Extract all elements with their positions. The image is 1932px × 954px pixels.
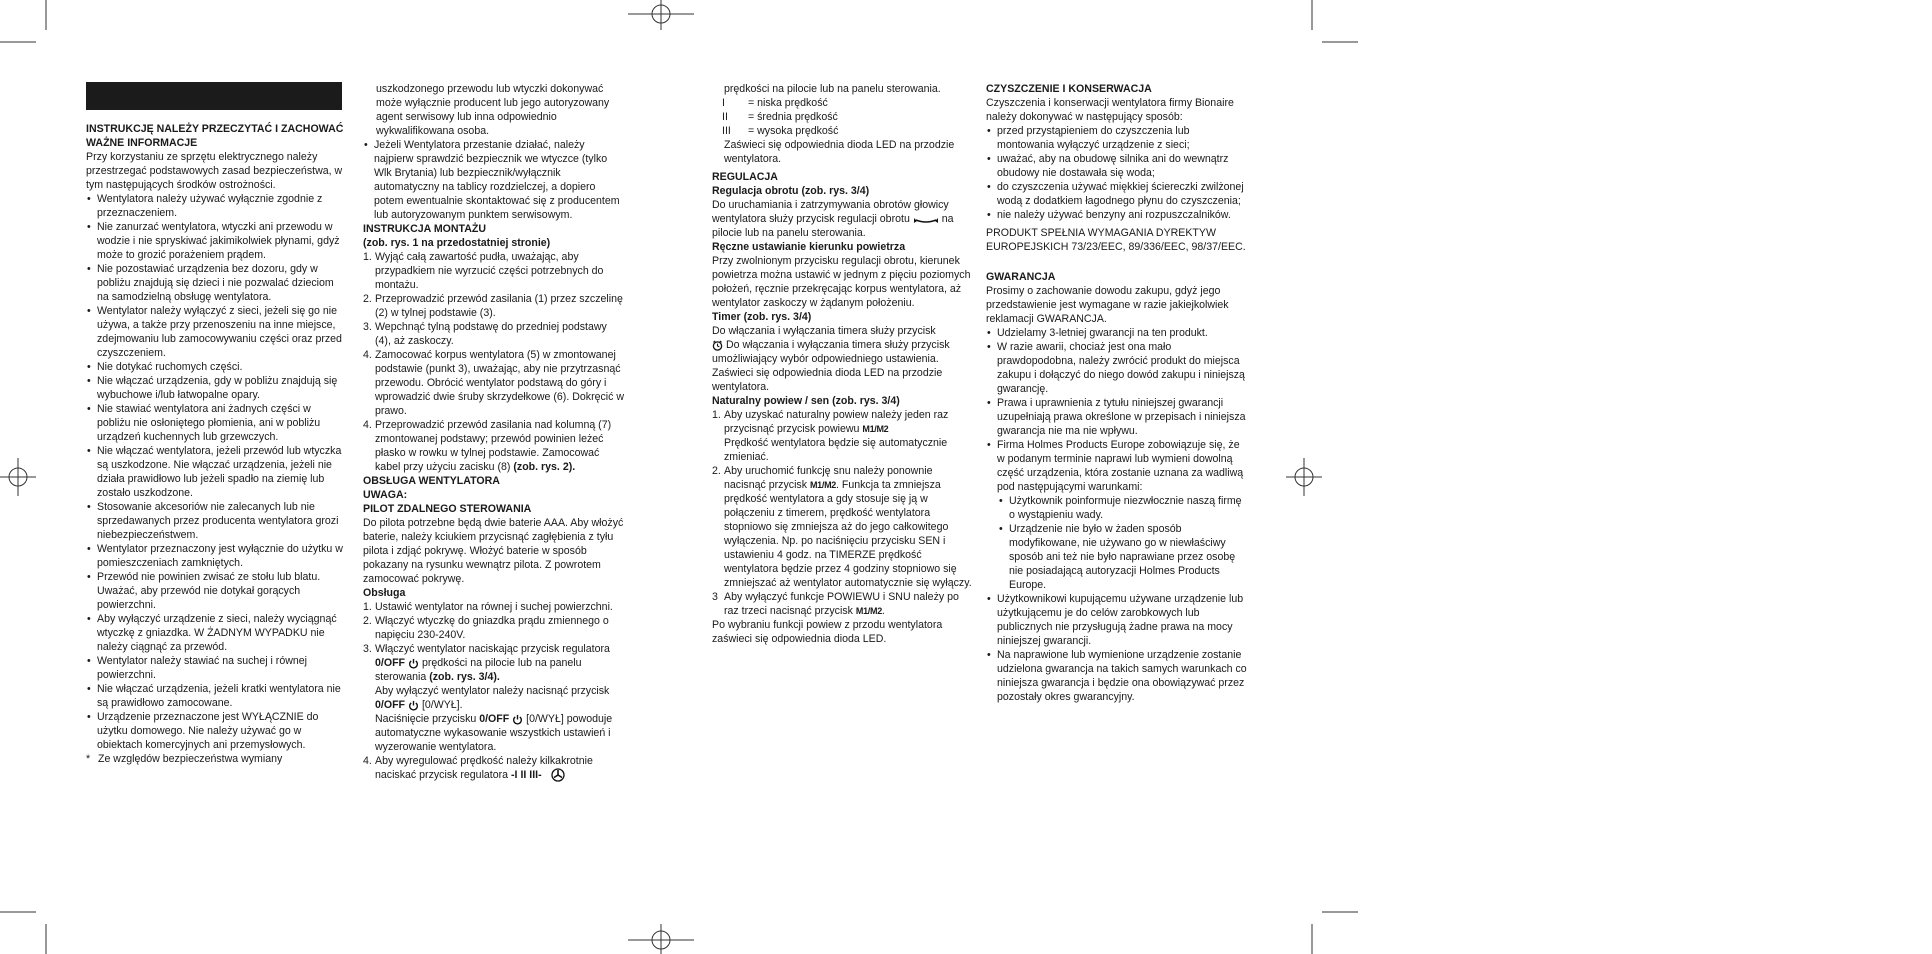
column-3	[712, 82, 974, 646]
list-item: • Wentylator przeznaczony jest wyłącznie do użytku w pomieszczeniach zamkniętych.	[86, 542, 344, 570]
important-info-heading: WAŻNE INFORMACJE	[86, 137, 198, 149]
timer-icon	[712, 340, 723, 351]
list-item: • nie należy używać benzyny ani rozpuszczalników.	[986, 208, 1248, 222]
star-note-text: Ze względów bezpieczeństwa wymiany	[98, 753, 283, 765]
list-item: 1. Ustawić wentylator na równej i suchej powierzchni.	[363, 601, 613, 613]
list-item: 2. Przeprowadzić przewód zasilania (1) przez szczelinę (2) w tylnej podstawie (3).	[363, 293, 623, 319]
list-item: 2. Aby uruchomić funkcję snu należy ponownie nacisnąć przycisk M1/M2. Funkcja ta zmniejsza prędkość wentylatora a gdy stosuje się ją w połączeniu z timerem, prędkość wentylatora stopniowo się zmniejsza aż do jego całkowitego wyłączenia. Np. po naciśnięciu przycisku SEN i ustawieniu 4 godz. na TIMERZE prędkość wentylatora będzie przez 4 godziny stopniowo się zmniejszać aż wentylator automatycznie się wyłączy.	[712, 465, 972, 589]
list-item: • Urządzenie przeznaczone jest WYŁĄCZNIE do użytku domowego. Nie należy używać go w obiektach komercyjnych ani przemysłowych.	[86, 710, 344, 752]
power-icon	[408, 700, 419, 711]
column-1	[86, 82, 344, 766]
list-item: • W razie awarii, chociaż jest ona mało prawdopodobna, należy zwrócić produkt do miejsca zakupu i dołączyć do niego dowód zakupu i niniejszą gwarancję.	[986, 340, 1248, 396]
list-item: • Nie zanurzać wentylatora, wtyczki ani przewodu w wodzie i nie spryskiwać jakimikolwiek płynami, gdyż może to grozić porażeniem prądem.	[86, 220, 344, 262]
regulation-heading: REGULACJA	[712, 171, 778, 183]
warranty-heading: GWARANCJA	[986, 271, 1056, 283]
assembly-subheading: (zob. rys. 1 na przedostatniej stronie)	[363, 237, 551, 249]
continued-text: uszkodzonego przewodu lub wtyczki dokonywać może wyłącznie producent lub jego autoryzowany agent serwisowy lub inna odpowiednio wykwalifikowana osoba.	[376, 83, 610, 137]
remote-text: Do pilota potrzebne będą dwie baterie AAA. Aby włożyć baterie, należy kciukiem przycisnąć zagłębienia z tyłu pilota i zdjąć pokrywę. Włożyć baterie w sposób pokazany na rysunku wewnątrz pilota. Z powrotem zamocować pokrywę.	[363, 517, 624, 585]
list-item: • do czyszczenia używać miękkiej ściereczki zwilżonej wodą z dodatkiem łagodnego płynu do czyszczenia;	[986, 180, 1248, 208]
safety-intro: Przy korzystaniu ze sprzętu elektrycznego należy przestrzegać podstawowych zasad bezpieczeństwa, w tym następujących środków ostrożności.	[86, 151, 343, 191]
rotation-text: Do uruchamiania i zatrzymywania obrotów głowicy wentylatora służy przycisk regulacji obrotu na pilocie lub na panelu sterowania.	[712, 199, 954, 239]
use-steps	[363, 600, 625, 782]
manual-direction-text: Przy zwolnionym przycisku regulacji obrotu, kierunek powietrza można ustawić w jednym z pięciu poziomych położeń, ręcznie przekręcając korpus wentylatora, aż wentylator zaskoczy w żądanym położeniu.	[712, 255, 971, 309]
list-item: • Przewód nie powinien zwisać ze stołu lub blatu. Uważać, aby przewód nie dotykał gorących powierzchni.	[86, 570, 344, 612]
oscillation-icon	[913, 215, 939, 224]
list-item: 3. Włączyć wentylator naciskając przycisk regulatora 0/OFF prędkości na pilocie lub na panelu sterowania (zob. rys. 3/4). Aby wyłączyć wentylator należy nacisnąć przycisk 0/OFF [0/WYŁ]. Naciśnięcie przycisku 0/OFF [0/WYŁ] powoduje automatyczne wykasowanie wszystkich ustawień i wyzerowanie wentylatora.	[363, 643, 613, 753]
list-item: • Wentylator należy stawiać na suchej i równej powierzchni.	[86, 654, 344, 682]
list-item: • Użytkownikowi kupującemu używane urządzenie lub użytkującemu je do celów zarobkowych lub publicznych nie przysługują żadne prawa na mocy niniejszej gwarancji.	[986, 592, 1248, 648]
timer-heading: Timer (zob. rys. 3/4)	[712, 311, 812, 323]
breeze-led-note: Po wybraniu funkcji powiew z przodu wentylatora zaświeci się odpowiednia dioda LED.	[712, 619, 943, 645]
list-item: • Wentylator należy wyłączyć z sieci, jeżeli się go nie używa, a także przy przenoszeniu na inne miejsce, zdejmowaniu lub zamocowywaniu części oraz przed czyszczeniem.	[86, 304, 344, 360]
list-item: • Nie stawiać wentylatora ani żadnych części w pobliżu nie osłoniętego płomienia, ani w pobliżu urządzeń kuchennych lub grzewczych.	[86, 402, 344, 444]
list-item: • Prawa i uprawnienia z tytułu niniejszej gwarancji uzupełniają prawa określone w przepisach i niniejsza gwarancja nie ma nie wpływu.	[986, 396, 1248, 438]
list-item: • Nie pozostawiać urządzenia bez dozoru, gdy w pobliżu znajdują się dzieci i nie pozwalać dzieciom na samodzielną obsługę wentylatora.	[86, 262, 344, 304]
cleaning-list	[986, 124, 1248, 222]
list-item: • przed przystąpieniem do czyszczenia lub montowania wyłączyć urządzenie z sieci;	[986, 124, 1248, 152]
warranty-list-2	[986, 592, 1248, 704]
speed-level-row: I = niska prędkość	[722, 97, 828, 109]
power-icon	[512, 714, 523, 725]
list-item: 1. Aby uzyskać naturalny powiew należy jeden raz przycisnąć przycisk powiewu M1/M2 Prędkość wentylatora będzie się automatycznie zmieniać.	[712, 409, 949, 463]
led-note: Zaświeci się odpowiednia dioda LED na przodzie wentylatora.	[724, 139, 955, 165]
list-item: 1. Wyjąć całą zawartość pudła, uważając, aby przypadkiem nie wyrzucić części potrzebnych do montażu.	[363, 251, 604, 291]
natural-breeze-steps	[712, 408, 974, 618]
rotation-heading: Regulacja obrotu (zob. rys. 3/4)	[712, 185, 870, 197]
list-item: • Nie włączać wentylatora, jeżeli przewód lub wtyczka są uszkodzone. Nie włączać urządzenia, jeżeli nie działa prawidłowo lub jeżeli spadło na ziemię lub zostało uszkodzone.	[86, 444, 344, 500]
timer-text: Do włączania i wyłączania timera służy przycisk umożliwiający wybór odpowiedniego ustawienia. Zaświeci się odpowiednia dioda LED na przodzie wentylatora.	[712, 339, 950, 393]
list-item: • Stosowanie akcesoriów nie zalecanych lub nie sprzedawanych przez producenta wentylatora grozi niebezpieczeństwem.	[86, 500, 344, 542]
list-item: 2. Włączyć wtyczkę do gniazdka prądu zmiennego o napięciu 230-240V.	[363, 615, 609, 641]
list-item: • Wentylatora należy używać wyłącznie zgodnie z przeznaczeniem.	[86, 192, 344, 220]
header-bar	[86, 82, 342, 110]
m1-m2-label: M1/M2	[862, 424, 889, 434]
column-2	[363, 82, 625, 782]
warranty-intro: Prosimy o zachowanie dowodu zakupu, gdyż jego przedstawienie jest wymagane w razie jakiejkolwiek reklamacji GWARANCJA.	[986, 285, 1229, 325]
operation-heading: OBSŁUGA WENTYLATORA	[363, 475, 500, 487]
cleaning-intro: Czyszczenia i konserwacji wentylatora firmy Bionaire należy dokonywać w następujący sposób:	[986, 97, 1234, 123]
power-icon	[408, 658, 419, 669]
list-item: • Nie dotykać ruchomych części.	[86, 360, 344, 374]
list-item: • Na naprawione lub wymienione urządzenie zostanie udzielona gwarancja na takich samych warunkach co niniejsza gwarancja i będzie ona obowiązywać przez pozostały okres gwarancyjny.	[986, 648, 1248, 704]
list-item: • Udzielamy 3-letniej gwarancji na ten produkt.	[986, 326, 1248, 340]
warranty-list	[986, 326, 1248, 494]
list-item: 4. Przeprowadzić przewód zasilania nad kolumną (7) zmontowanej podstawy; przewód powinien leżeć płasko w rowku w tylnej podstawie. Zamocować kabel przy użyciu zacisku (8) (zob. rys. 2).	[363, 419, 612, 473]
list-item: 4. Aby wyregulować prędkość należy kilkakrotnie naciskać przycisk regulatora -I II III-	[363, 755, 593, 781]
list-item: • Nie włączać urządzenia, jeżeli kratki wentylatora nie są prawidłowo zamocowane.	[86, 682, 344, 710]
m1-m2-label: M1/M2	[809, 480, 836, 490]
column-4	[986, 82, 1248, 704]
list-item: 3 Aby wyłączyć funkcje POWIEWU i SNU należy po raz trzeci nacisnąć przycisk M1/M2.	[712, 591, 959, 617]
list-item: • uważać, aby na obudowę silnika ani do wewnątrz obudowy nie dostawała się woda;	[986, 152, 1248, 180]
list-item: 4. Zamocować korpus wentylatora (5) w zmontowanej podstawie (punkt 3), uważając, aby nie przytrzasnąć przewodu. Obrócić wentylator podstawą do góry i wprowadzić dwie śruby skrzydełkowe (6). Dokręcić w prawo.	[363, 349, 625, 417]
use-heading: Obsługa	[363, 587, 406, 599]
timer-text-a: Do włączania i wyłączania timera służy przycisk	[712, 325, 936, 337]
list-item: 3. Wepchnąć tylną podstawę do przedniej podstawy (4), aż zaskoczy.	[363, 321, 607, 347]
list-item: • Firma Holmes Products Europe zobowiązuje się, że w podanym terminie naprawi lub wymieni dowolną część urządzenia, która zostanie uznana za wadliwą pod następującymi warunkami:	[986, 438, 1248, 494]
star-note: * Ze względów bezpieczeństwa wymiany	[86, 753, 283, 765]
list-item: • Nie włączać urządzenia, gdy w pobliżu znajdują się wybuchowe i/lub łatwopalne opary.	[86, 374, 344, 402]
assembly-steps	[363, 250, 625, 474]
continued-text: prędkości na pilocie lub na panelu sterowania.	[724, 83, 941, 95]
read-and-keep-title: INSTRUKCJĘ NALEŻY PRZECZYTAĆ I ZACHOWAĆ	[86, 123, 344, 135]
remote-heading: PILOT ZDALNEGO STEROWANIA	[363, 503, 532, 515]
m1-m2-label: M1/M2	[855, 606, 882, 616]
list-item: • Urządzenie nie było w żaden sposób modyfikowane, nie używano go w niewłaściwy sposób ani też nie było naprawiane przez osobę nie posiadającą autoryzacji Holmes Products Europe.	[998, 522, 1248, 592]
list-item: • Aby wyłączyć urządzenie z sieci, należy wyciągnąć wtyczkę z gniazdka. W ŻADNYM WYPADKU nie należy ciągnąć za przewód.	[86, 612, 344, 654]
list-item: • Jeżeli Wentylatora przestanie działać, należy najpierw sprawdzić bezpiecznik we wtyczce (tylko Wlk Brytania) lub bezpiecznik/wyłącznik automatyczny na tablicy rozdzielczej, a dopiero potem ewentualnie skontaktować się z producentem lub autoryzowanym punktem serwisowym.	[363, 138, 625, 222]
ce-conformity: PRODUKT SPEŁNIA WYMAGANIA DYREKTYW EUROPEJSKICH 73/23/EEC, 89/336/EEC, 98/37/EEC.	[986, 227, 1246, 253]
warranty-conditions	[986, 494, 1248, 592]
cleaning-heading: CZYSZCZENIE I KONSERWACJA	[986, 83, 1152, 95]
natural-breeze-heading: Naturalny powiew / sen (zob. rys. 3/4)	[712, 395, 900, 407]
speed-level-row: III = wysoka prędkość	[722, 125, 839, 137]
speed-fan-icon	[551, 768, 565, 782]
safety-list	[86, 192, 344, 752]
list-item: • Użytkownik poinformuje niezwłocznie naszą firmę o wystąpieniu wady.	[998, 494, 1248, 522]
speed-level-row: II = średnia prędkość	[722, 111, 838, 123]
caution-heading: UWAGA:	[363, 489, 408, 501]
assembly-heading: INSTRUKCJA MONTAŻU	[363, 223, 486, 235]
manual-direction-heading: Ręczne ustawianie kierunku powietrza	[712, 241, 906, 253]
